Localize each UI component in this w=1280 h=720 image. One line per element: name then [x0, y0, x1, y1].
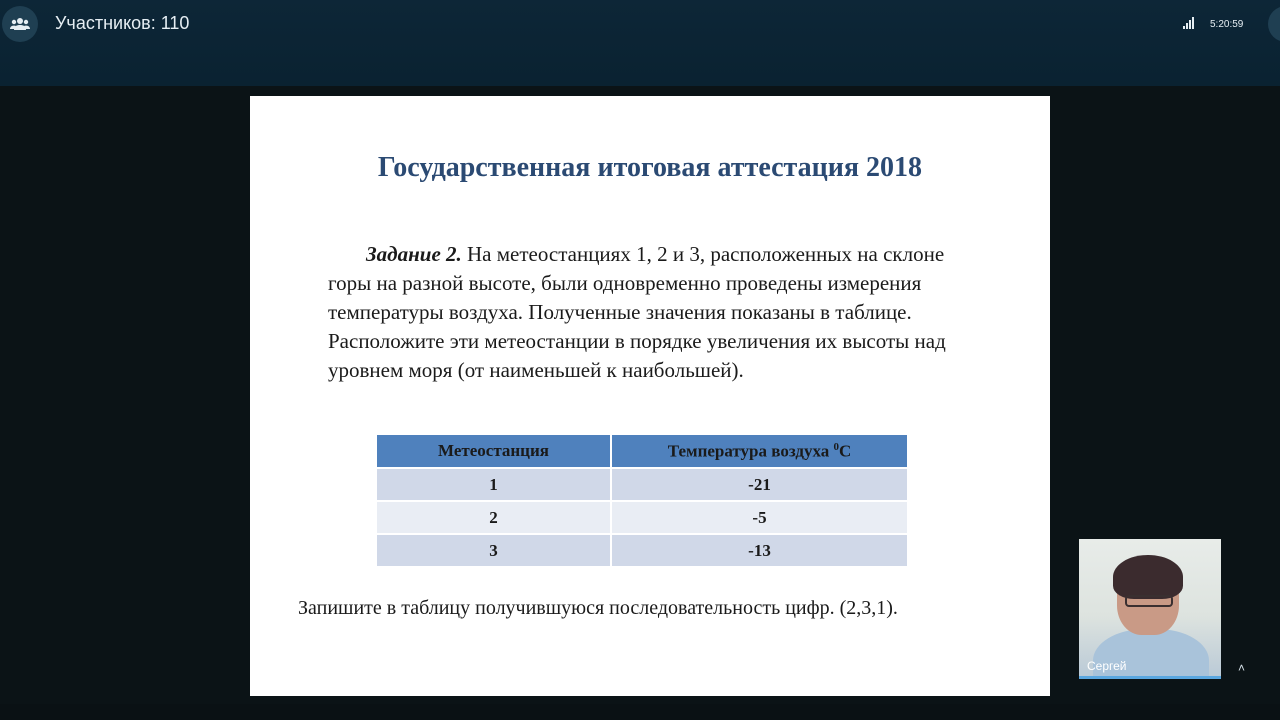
temperature-cell: -21: [611, 468, 908, 501]
temperature-cell: -13: [611, 534, 908, 567]
slide-title: Государственная итоговая аттестация 2018: [377, 152, 923, 183]
menu-button[interactable]: [1268, 6, 1280, 42]
station-cell: 2: [376, 501, 611, 534]
station-cell: 1: [376, 468, 611, 501]
people-icon: [10, 17, 30, 31]
temperature-cell: -5: [611, 501, 908, 534]
table-header-row: [376, 434, 908, 468]
participant-name: Сергей: [1087, 659, 1127, 673]
participants-button[interactable]: [2, 6, 38, 42]
top-bar: [0, 0, 1280, 86]
task-label: Задание 2.: [366, 242, 462, 266]
signal-strength-icon: [1183, 17, 1195, 29]
session-clock: 5:20:59: [1210, 19, 1244, 30]
header-temperature: Температура воздуха $^0$С: [611, 434, 908, 468]
active-speaker-bar: [1079, 676, 1221, 679]
table-row: [376, 501, 908, 534]
station-cell: 3: [376, 534, 611, 567]
bottom-bar: [0, 704, 1280, 720]
task-text: [328, 240, 988, 385]
task-body: На метеостанциях 1, 2 и 3, расположенных на склоне горы на разной высоте, были одновременно проведены измерения температуры воздуха. Полученные значения показаны в таблице. Расположите эти метеостанции в порядке увеличения их высоты над уровнем моря (от наименьшей к наибольшей).: [328, 242, 946, 382]
answer-text: Запишите в таблицу получившуюся последовательность цифр. (2,3,1).: [298, 597, 898, 619]
temperature-table: [375, 433, 909, 568]
video-person-glasses: [1125, 595, 1173, 607]
participant-video-tile[interactable]: [1079, 539, 1221, 679]
chevron-up-icon[interactable]: ˄: [1238, 661, 1246, 675]
table-row: [376, 468, 908, 501]
shared-slide: [250, 96, 1050, 696]
header-station: Метеостанция: [376, 434, 611, 468]
table-row: [376, 534, 908, 567]
video-person-hair: [1113, 555, 1183, 599]
participants-count[interactable]: Участников: 110: [55, 13, 190, 33]
